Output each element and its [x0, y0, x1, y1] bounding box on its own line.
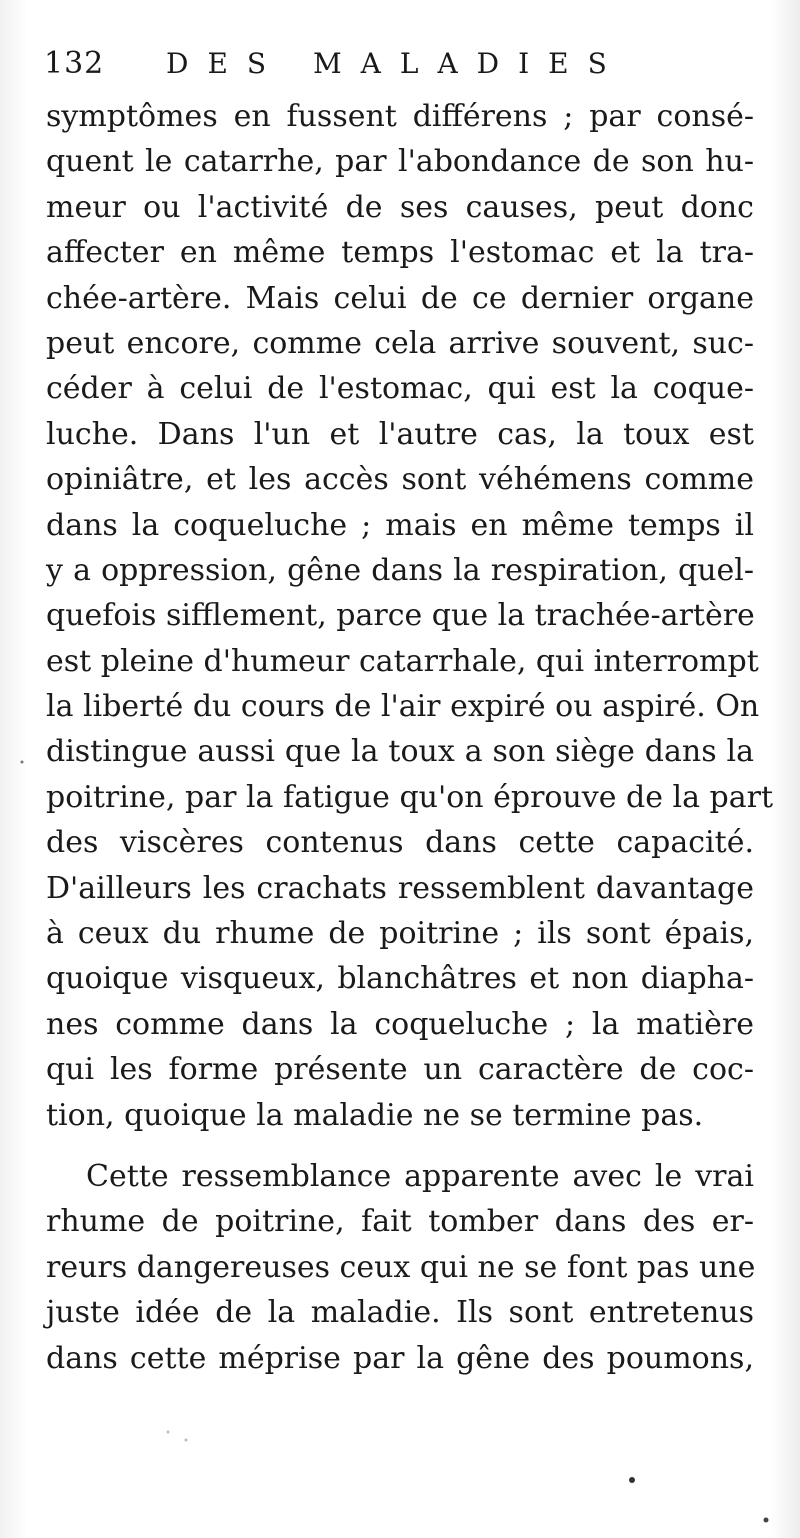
text-line: qui les forme présente un caractère de coc- — [46, 1052, 754, 1088]
text-line: peut encore, comme cela arrive souvent, suc- — [46, 325, 754, 361]
paragraph — [46, 1154, 754, 1381]
ink-speck — [185, 1439, 188, 1442]
text-line: luche. Dans l'un et l'autre cas, la toux est — [46, 416, 754, 452]
text-line: poitrine, par la fatigue qu'on éprouve de la part — [46, 779, 774, 815]
text-line: affecter en même temps l'estomac et la tra- — [46, 235, 754, 271]
text-line: y a oppression, gêne dans la respiration, quel- — [46, 552, 754, 588]
text-line: symptômes en fussent différens ; par consé- — [46, 99, 754, 134]
text-line: D'ailleurs les crachats ressemblent davantage — [46, 870, 754, 906]
page-header — [40, 44, 760, 84]
text-line: la liberté du cours de l'air expiré ou aspiré. On — [46, 689, 760, 725]
text-line: meur ou l'activité de ses causes, peut donc — [46, 189, 754, 225]
text-line: reurs dangereuses ceux qui ne se font pas une — [46, 1249, 756, 1285]
body-text — [46, 94, 774, 1381]
text-line: est pleine d'humeur catarrhale, qui interrompt — [46, 643, 759, 679]
text-line: céder à celui de l'estomac, qui est la coque- — [46, 371, 754, 407]
running-head: DES MALADIES — [166, 47, 626, 80]
text-line: quoique visqueux, blanchâtres et non diapha- — [46, 961, 754, 997]
text-line: tion, quoique la maladie ne se termine pas. — [46, 1097, 704, 1133]
ink-speck — [629, 1477, 635, 1483]
text-line: chée-artère. Mais celui de ce dernier organe — [46, 280, 754, 316]
paragraph-gap — [46, 1138, 754, 1154]
text-line: nes comme dans la coqueluche ; la matière — [46, 1006, 754, 1042]
text-line: juste idée de la maladie. Ils sont entretenus — [46, 1295, 754, 1331]
text-line: dans la coqueluche ; mais en même temps il — [46, 507, 754, 543]
text-line: Cette ressemblance apparente avec le vrai — [86, 1158, 754, 1194]
text-line: distingue aussi que la toux a son siège dans la — [46, 734, 754, 770]
text-line: dans cette méprise par la gêne des poumons, — [46, 1340, 754, 1376]
page-number: 132 — [44, 46, 105, 81]
text-line: quefois sifflement, parce que la trachée-artère — [46, 598, 755, 634]
text-line: à ceux du rhume de poitrine ; ils sont épais, — [46, 916, 754, 952]
ink-speck — [21, 761, 24, 764]
ink-speck — [167, 1431, 170, 1434]
text-line: rhume de poitrine, fait tomber dans des er- — [46, 1204, 754, 1240]
ink-speck — [764, 1518, 769, 1523]
text-line: quent le catarrhe, par l'abondance de son hu- — [46, 144, 754, 180]
text-line: opiniâtre, et les accès sont véhémens comme — [46, 462, 754, 498]
paragraph — [46, 94, 774, 1138]
text-line: des viscères contenus dans cette capacité. — [46, 825, 754, 861]
